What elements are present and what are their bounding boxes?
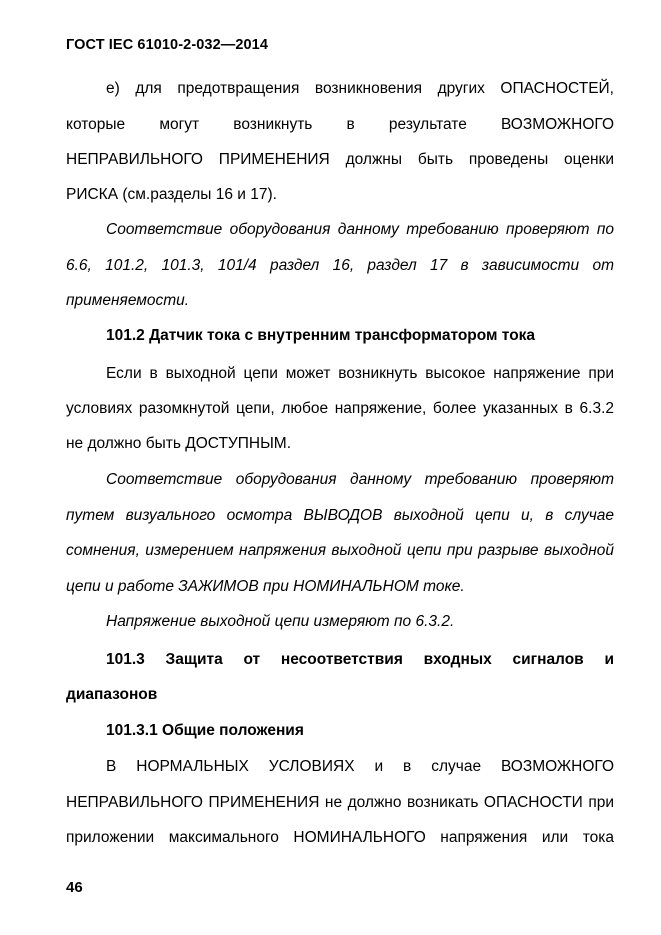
paragraph-line: которые могут возникнуть в результате ВОЗМОЖНОГО bbox=[66, 116, 614, 133]
document-header: ГОСТ IEC 61010-2-032—2014 bbox=[66, 37, 268, 53]
section-heading-101-3-cont: диапазонов bbox=[66, 686, 158, 703]
compliance-line: 6.6, 101.2, 101.3, 101/4 раздел 16, раздел 17 в зависимости от bbox=[66, 257, 614, 274]
compliance-line: применяемости. bbox=[66, 292, 190, 309]
paragraph-line: НЕПРАВИЛЬНОГО ПРИМЕНЕНИЯ должны быть проведены оценки bbox=[66, 151, 614, 168]
paragraph-line: Если в выходной цепи может возникнуть высокое напряжение при bbox=[106, 365, 614, 382]
paragraph-line: В НОРМАЛЬНЫХ УСЛОВИЯХ и в случае ВОЗМОЖНОГО bbox=[106, 758, 614, 775]
page-number: 46 bbox=[66, 879, 83, 896]
section-heading-101-3-1: 101.3.1 Общие положения bbox=[106, 722, 304, 739]
section-heading-101-3: 101.3 Защита от несоответствия входных сигналов и bbox=[106, 651, 614, 668]
compliance-line: Соответствие оборудования данному требованию проверяют bbox=[106, 471, 614, 488]
compliance-line: цепи и работе ЗАЖИМОВ при НОМИНАЛЬНОМ токе. bbox=[66, 578, 465, 595]
paragraph-line: е) для предотвращения возникновения других ОПАСНОСТЕЙ, bbox=[106, 80, 614, 97]
compliance-line: сомнения, измерением напряжения выходной цепи при разрыве выходной bbox=[66, 542, 614, 559]
compliance-line: путем визуального осмотра ВЫВОДОВ выходной цепи и, в случае bbox=[66, 507, 614, 524]
paragraph-line: условиях разомкнутой цепи, любое напряжение, более указанных в 6.3.2 bbox=[66, 400, 614, 417]
paragraph-line: РИСКА (см.разделы 16 и 17). bbox=[66, 186, 277, 203]
paragraph-line: НЕПРАВИЛЬНОГО ПРИМЕНЕНИЯ не должно возникать ОПАСНОСТИ при bbox=[66, 794, 614, 811]
paragraph-line: приложении максимального НОМИНАЛЬНОГО напряжения или тока bbox=[66, 829, 614, 846]
paragraph-line: не должно быть ДОСТУПНЫМ. bbox=[66, 435, 292, 452]
section-heading-101-2: 101.2 Датчик тока с внутренним трансформатором тока bbox=[106, 327, 536, 344]
compliance-line: Соответствие оборудования данному требованию проверяют по bbox=[106, 221, 614, 238]
compliance-line: Напряжение выходной цепи измеряют по 6.3.2. bbox=[106, 613, 455, 630]
